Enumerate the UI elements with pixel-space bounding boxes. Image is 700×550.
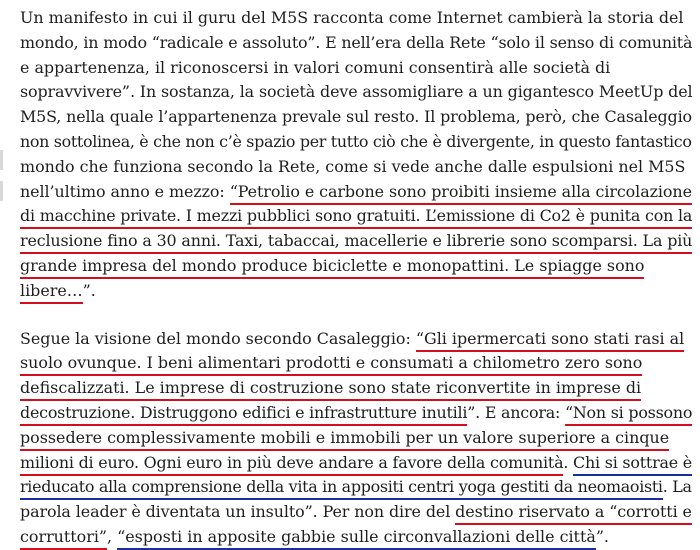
red-underlined-quote: corruttori” bbox=[20, 527, 107, 550]
text-line bbox=[20, 31, 692, 56]
text-line bbox=[20, 6, 692, 31]
left-edge-mark-bottom bbox=[0, 181, 3, 201]
text-segment: mondo che funziona secondo la Rete, come si vede anche dalle espulsioni nel M5S bbox=[20, 156, 686, 176]
text-line bbox=[20, 426, 692, 451]
red-underlined-quote: decostruzione. Distruggono edifici e infrastrutture inutili bbox=[20, 403, 467, 426]
text-line bbox=[20, 56, 692, 81]
red-underlined-quote: suolo ovunque. I beni alimentari prodotti e consumati a chilometro zero sono bbox=[20, 353, 642, 376]
red-underlined-quote: grande impresa del mondo produce biciclette e monopattini. Le spiagge sono bbox=[20, 256, 644, 279]
red-underlined-quote: milioni di euro. Ogni euro in più deve andare a favore della comunità bbox=[20, 453, 563, 476]
text-segment: mondo, in modo “radicale e assoluto”. E nell’era della Rete “solo il senso di comunità bbox=[20, 32, 693, 52]
red-underlined-quote: “Petrolio e carbone sono proibiti insieme alla circolazione bbox=[230, 182, 692, 205]
red-underlined-quote: di macchine private. I mezzi pubblici sono gratuiti. L’emissione di Co2 è punita con la bbox=[20, 206, 692, 229]
text-line bbox=[20, 130, 692, 155]
text-line bbox=[20, 376, 692, 401]
text-line bbox=[20, 229, 692, 254]
text-segment: ”. bbox=[595, 526, 609, 546]
article-body bbox=[20, 6, 692, 550]
text-segment: non sottolinea, è che non c’è spazio per tutto ciò che è divergente, in questo fantastico bbox=[20, 131, 692, 151]
text-line bbox=[20, 351, 692, 376]
text-line bbox=[20, 279, 692, 304]
text-line bbox=[20, 451, 692, 476]
text-line bbox=[20, 180, 692, 205]
text-line bbox=[20, 401, 692, 426]
red-underlined-quote: “Gli ipermercati sono stati rasi al bbox=[416, 329, 684, 352]
text-line bbox=[20, 500, 692, 525]
text-line bbox=[20, 525, 692, 550]
text-segment: nell’ultimo anno e mezzo: bbox=[20, 181, 230, 201]
red-underlined-quote: “Non si possono bbox=[565, 403, 692, 426]
text-segment: e appartenenza, il riconoscersi in valori comuni consentirà alle società di bbox=[20, 57, 611, 77]
paragraph-2 bbox=[20, 327, 692, 550]
text-segment: . bbox=[563, 452, 574, 472]
blue-underlined-quote: “esposti in apposite gabbie sulle circonvallazioni delle città bbox=[117, 527, 596, 550]
text-segment: sopravvivere”. In sostanza, la società deve assomigliare a un gigantesco MeetUp del bbox=[20, 82, 693, 102]
red-underlined-quote: reclusione fino a 30 anni. Taxi, tabaccai, macellerie e librerie sono scomparsi. La più bbox=[20, 231, 692, 254]
text-segment: Un manifesto in cui il guru del M5S racconta come Internet cambierà la storia del bbox=[20, 8, 684, 27]
blue-underlined-quote: rieducato alla comprensione della vita in appositi centri yoga gestiti da neomaoisti bbox=[20, 477, 663, 500]
paragraph-1 bbox=[20, 6, 692, 304]
text-segment: ”. bbox=[82, 280, 96, 300]
red-underlined-quote: libere… bbox=[20, 281, 83, 304]
text-line bbox=[20, 105, 692, 130]
text-segment: . La bbox=[662, 477, 692, 497]
text-line bbox=[20, 80, 692, 105]
text-segment: ”. E ancora: bbox=[467, 402, 565, 422]
text-line bbox=[20, 475, 692, 500]
text-segment: , bbox=[107, 526, 118, 546]
red-underlined-quote: destino riservato a “corrotti e bbox=[455, 502, 692, 525]
blue-underlined-quote: Chi si sottrae è bbox=[573, 453, 692, 476]
red-underlined-quote: possedere complessivamente mobili e immobili per un valore superiore a cinque bbox=[20, 428, 669, 451]
text-line bbox=[20, 254, 692, 279]
text-line bbox=[20, 155, 692, 180]
text-line bbox=[20, 327, 692, 352]
left-edge-mark-top bbox=[0, 150, 3, 170]
text-segment: parola leader è diventata un insulto”. Per non dire del bbox=[20, 502, 456, 522]
red-underlined-quote: defiscalizzati. Le imprese di costruzione sono state riconvertite in imprese di bbox=[20, 378, 641, 401]
text-segment: M5S, nella quale l’appartenenza prevale sul resto. Il problema, però, che Casaleggio bbox=[20, 107, 692, 127]
text-segment: Segue la visione del mondo secondo Casaleggio: bbox=[20, 328, 416, 348]
text-line bbox=[20, 204, 692, 229]
